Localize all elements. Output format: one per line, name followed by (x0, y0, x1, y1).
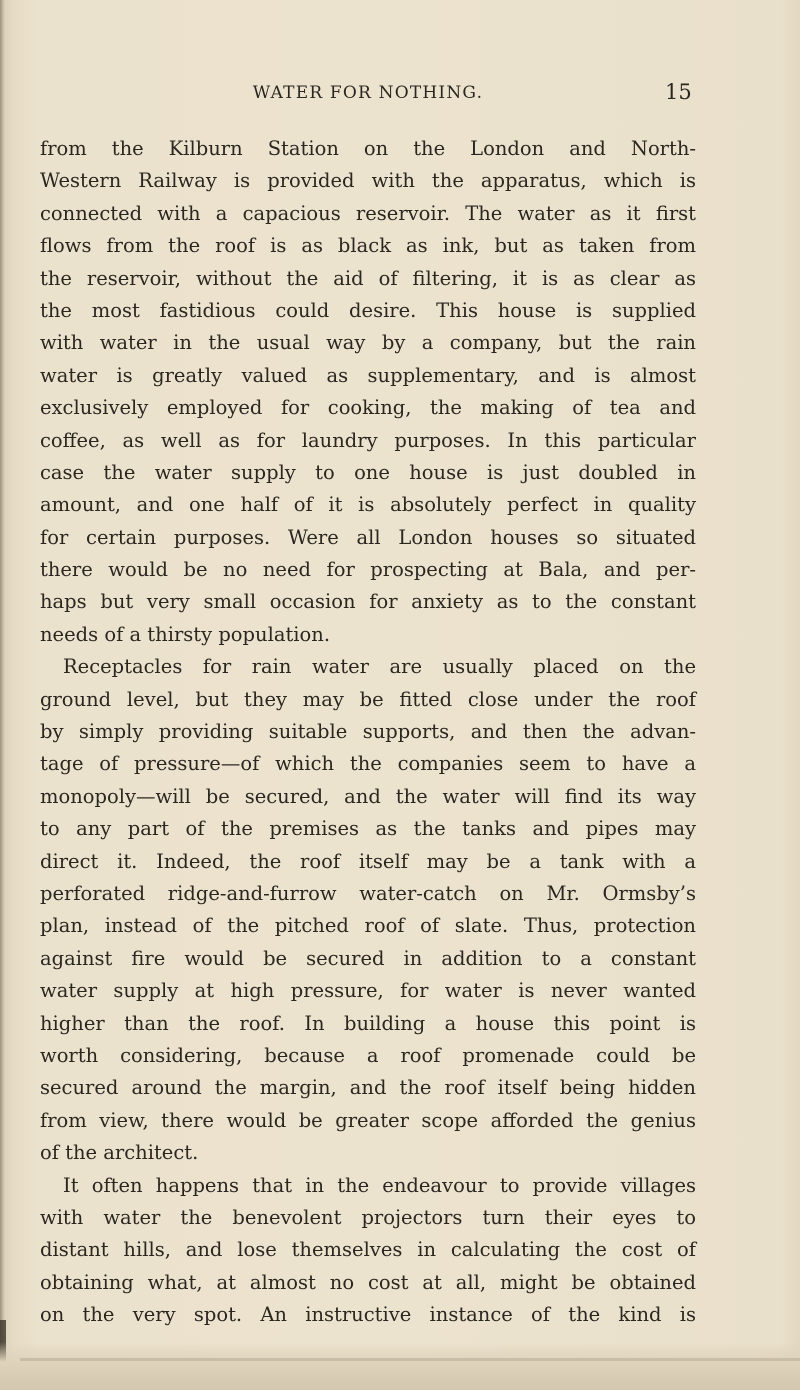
text-line: coffee, as well as for laundry purposes. In this particular (40, 428, 696, 452)
text-line: case the water supply to one house is just doubled in (40, 460, 696, 484)
text-line: ground level, but they may be fitted close under the roof (40, 687, 696, 711)
paragraph-first-line: It often happens that in the endeavour to provide villages (63, 1173, 696, 1197)
text-line: from the Kilburn Station on the London and North- (40, 137, 696, 160)
text-line: obtaining what, at almost no cost at all, might be obtained (40, 1270, 696, 1294)
text-line: water is greatly valued as supplementary, and is almost (40, 363, 696, 387)
text-line: Western Railway is provided with the apparatus, which is (40, 169, 696, 193)
text-line: haps but very small occasion for anxiety as to the constant (40, 590, 696, 614)
text-line: of the architect. (40, 1141, 199, 1165)
page-bottom-shadow (0, 1342, 800, 1390)
text-line: to any part of the premises as the tanks and pipes may (40, 817, 696, 841)
text-line: distant hills, and lose themselves in calculating the cost of (40, 1238, 696, 1262)
text-line: against fire would be secured in addition to a constant (40, 946, 696, 970)
text-line: monopoly—will be secured, and the water will find its way (40, 784, 696, 808)
text-line: exclusively employed for cooking, the making of tea and (40, 396, 696, 420)
text-line: water supply at high pressure, for water is never wanted (40, 979, 696, 1003)
text-line: connected with a capacious reservoir. The water as it first (40, 201, 696, 225)
text-line: on the very spot. An instructive instance of the kind is (40, 1303, 696, 1327)
text-line: plan, instead of the pitched roof of slate. Thus, protection (40, 914, 696, 938)
paragraph-first-line: Receptacles for rain water are usually placed on the (63, 655, 696, 679)
body-text (40, 133, 696, 1331)
text-line: tage of pressure—of which the companies seem to have a (40, 752, 696, 776)
page-number: 15 (665, 80, 692, 104)
text-line: from view, there would be greater scope afforded the genius (40, 1108, 696, 1132)
text-line: the most fastidious could desire. This house is supplied (40, 298, 696, 322)
text-line: secured around the margin, and the roof itself being hidden (40, 1076, 696, 1100)
text-line: there would be no need for prospecting at Bala, and per- (40, 558, 696, 582)
text-line: the reservoir, without the aid of filtering, it is as clear as (40, 266, 696, 290)
text-line: with water in the usual way by a company, but the rain (40, 331, 696, 355)
text-line: direct it. Indeed, the roof itself may be a tank with a (40, 849, 696, 873)
text-line: amount, and one half of it is absolutely perfect in quality (40, 493, 696, 517)
running-title: WATER FOR NOTHING. (252, 83, 484, 103)
page-gutter-shadow (0, 0, 5, 1390)
text-line: flows from the roof is as black as ink, but as taken from (40, 234, 696, 258)
running-head (0, 80, 800, 107)
text-line: for certain purposes. Were all London houses so situated (40, 525, 696, 549)
text-line: worth considering, because a roof promenade could be (40, 1043, 696, 1067)
page-bottom-edge-line (20, 1358, 800, 1361)
text-line: with water the benevolent projectors turn their eyes to (40, 1205, 696, 1229)
text-line: by simply providing suitable supports, and then the advan- (40, 720, 696, 744)
text-line: higher than the roof. In building a house this point is (40, 1011, 696, 1035)
text-line: perforated ridge-and-furrow water-catch on Mr. Ormsby’s (40, 881, 696, 905)
text-line: needs of a thirsty population. (40, 622, 331, 646)
